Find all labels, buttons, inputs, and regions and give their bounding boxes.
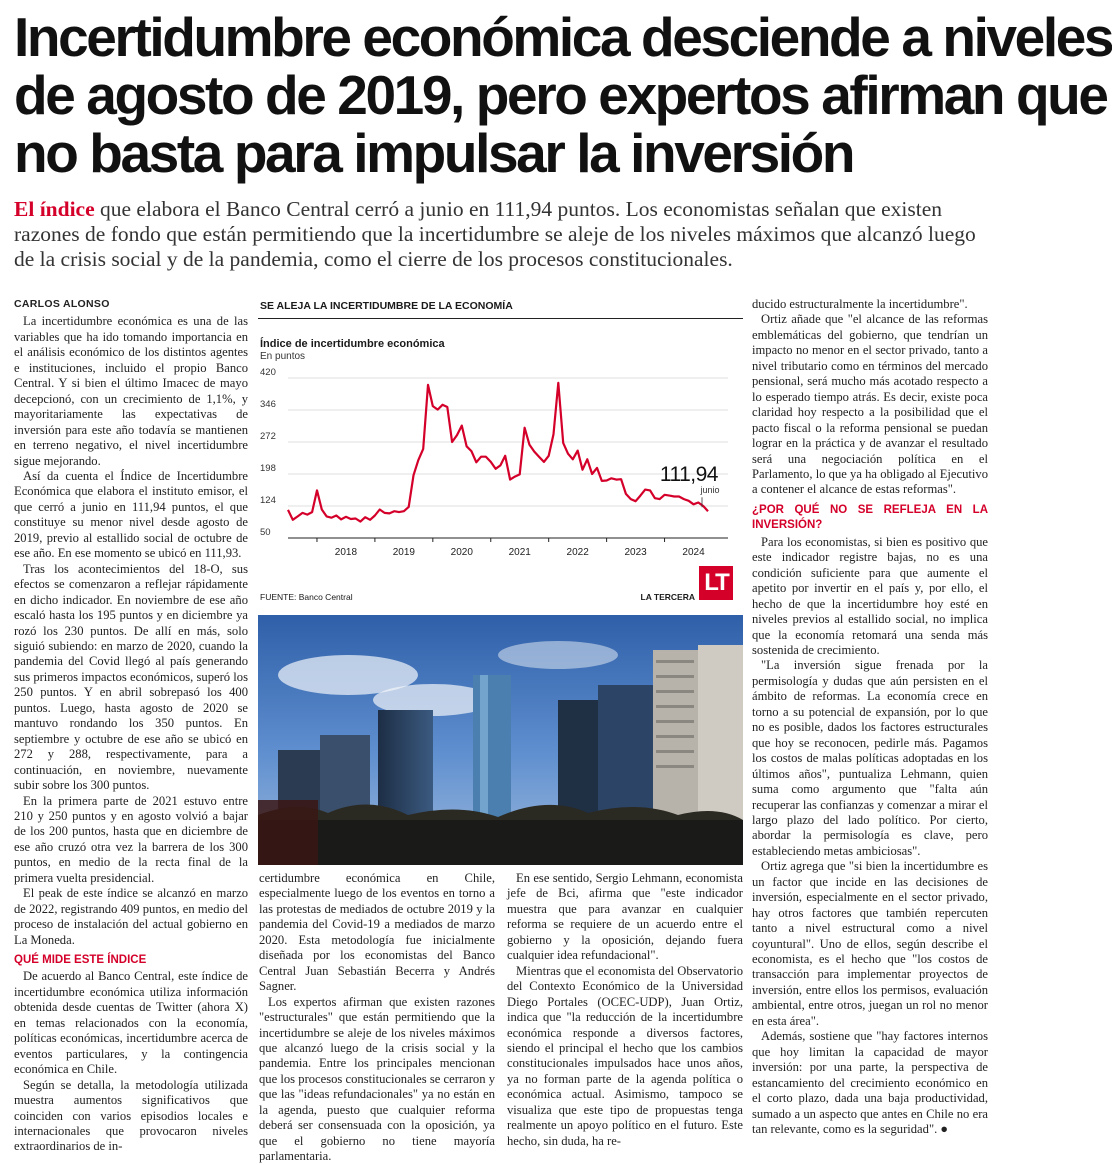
paragraph: Ortiz agrega que "si bien la incertidumbre es un factor que incide en las decisiones de inversión, especialmente en el sector privado, hay otros factores que también repercuten tanto a nivel estructural como a nivel coyuntural". Uno de ellos, según describe el economista, es el hecho que "los costos de transacción para implementar proyectos de inversión, entre ellos los permisos, evaluación ambiental, entre otros, juegan un rol no menor en esta área". — [752, 859, 988, 1028]
last-value-label: 111,94 — [659, 463, 718, 487]
paragraph: La incertidumbre económica es una de las variables que ha ido tomando importancia en el análisis económico de los distintos agentes e instituciones, incluido el propio Banco Central. Y si bien el último Imacec de mayo decepcionó, con un crecimiento de 1,1%, y mayoritariamente las expectativas de inversión para este año todavía se mantienen en terreno negativo, el nivel incertidumbre sigue mejorando. — [14, 314, 248, 468]
x-tick-label: 2020 — [450, 547, 473, 558]
y-tick-label: 272 — [260, 431, 276, 442]
x-tick-label: 2018 — [334, 547, 358, 558]
lead-text: que elabora el Banco Central cerró a junio en 111,94 puntos. Los economistas señalan que existen razones de fondo que están permitiendo que la incertidumbre se aleje de los niveles máximos que alcanzó luego de la crisis social y de la pandemia, como el cierre de los procesos constitucionales. — [14, 197, 976, 271]
article-column-4 — [752, 297, 988, 1137]
article-column-2 — [259, 871, 495, 1165]
chart-unit: En puntos — [260, 351, 306, 362]
paragraph: Para los economistas, si bien es positivo que este indicador registre bajas, no es una condición suficiente para que aumente el apetito por invertir en el país y, por ello, el hecho de que la incertidumbre hoy esté en niveles previos al estallido social, no implica que la economía retomará una senda más sostenida de crecimiento. — [752, 534, 988, 657]
chart-title: Índice de incertidumbre económica — [260, 338, 445, 350]
paragraph: Los expertos afirman que existen razones "estructurales" que están permitiendo que la incertidumbre se aleje de los niveles máximos que alcanzó luego de la crisis social y la pandemia. Entre los principales mencionan que los procesos constitucionales se cerraron y que las "ideas refundacionales" ya no están en la agenda, puesto que cualquier reforma deberá ser consensuada con la oposición, ya que el gobierno no tiene mayoría parlamentaria. — [259, 994, 495, 1164]
paragraph: En la primera parte de 2021 estuvo entre 210 y 250 puntos y en agosto volvió a bajar de los 200 puntos, hasta que en diciembre de ese año cruzó otra vez la barrera de los 300 puntos, en medio de la recta final de la primera vuelta presidencial. — [14, 793, 248, 885]
paragraph: certidumbre económica en Chile, especialmente luego de los eventos en torno a las protestas de mediados de octubre 2019 y la pandemia del Covid-19 a mediados de marzo 2020. Esta metodología fue inicialmente diseñada por los economistas del Banco Central Juan Sebastián Becerra y Andrés Sagner. — [259, 871, 495, 994]
paragraph: En ese sentido, Sergio Lehmann, economista jefe de Bci, afirma que "este indicador muestra que para avanzar en cualquier reforma se requiere de un acuerdo entre el gobierno y la oposición, dejando fuera cualquier idea refundacional". — [507, 871, 743, 963]
paragraph — [752, 1029, 988, 1137]
chart-kicker: SE ALEJA LA INCERTIDUMBRE DE LA ECONOMÍA — [258, 298, 743, 319]
end-mark: ● — [940, 1122, 948, 1137]
headline-line: Incertidumbre económica desciende a niveles — [14, 6, 1112, 68]
paragraph: Así da cuenta el Índice de Incertidumbre Económica que elabora el instituto emisor, el que cerró a junio en 111,94 puntos, el que constituye su menor nivel desde agosto de 2019, previo al estallido social de octubre de ese año. En ese momento se ubicó en 111,93. — [14, 468, 248, 561]
paragraph: "La inversión sigue frenada por la permisología y dudas que aún persisten en el ámbito de reformas. La economía crece en torno a su potencial de expansión, por lo que no es posible, dados los factores estructurales que hoy se reconocen, pedirle más. Pagamos los costos de malas políticas adoptadas en los últimos años", puntualiza Lehmann, quien suma como argumento que "falta aún recuperar las confianzas y comenzar a mirar el largo plazo del lado político. Por cierto, abordar la permisología es clave, pero estableciendo metas ambiciosas". — [752, 658, 988, 858]
paragraph-text: Además, sostiene que "hay factores internos que hoy limitan la capacidad de mayor inversión: por una parte, la perspectiva de estancamiento del crecimiento económico en el corto plazo, dada una baja productividad, sumado a un aspecto que antes en Chile no era tan relevante, como es la seguridad". — [752, 1029, 988, 1137]
la-tercera-logo: LT — [699, 566, 733, 600]
y-tick-label: 346 — [260, 399, 276, 410]
headline-line: de agosto de 2019, pero expertos afirman que — [14, 64, 1107, 126]
byline: CARLOS ALONSO — [14, 298, 110, 310]
city-skyline-photo — [258, 615, 743, 865]
x-tick-label: 2019 — [392, 547, 415, 558]
lead-kicker: El índice — [14, 197, 95, 221]
last-period-label: junio — [700, 485, 720, 496]
article-column-3 — [507, 871, 743, 1149]
y-tick-label: 198 — [260, 463, 276, 474]
series-line — [288, 383, 708, 522]
paragraph: Mientras que el economista del Observatorio del Contexto Económico de la Universidad Diego Portales (OCEC-UDP), Juan Ortiz, indica que "la reducción de la incertidumbre económica responde a diversos factores, siendo el principal el hecho que los cambios constitucionales impulsados hace unos años, ya no forman parte de la agenda política o económica actual. Asimismo, tampoco se visualiza que este tipo de propuestas tenga realmente un apoyo político en el futuro. Este hecho, sin duda, ha re- — [507, 963, 743, 1148]
section-subhead: ¿POR QUÉ NO SE REFLEJA EN LA INVERSIÓN? — [752, 503, 988, 532]
paragraph: De acuerdo al Banco Central, este índice de incertidumbre económica utiliza información obtenida desde cuentas de Twitter (ahora X) en temas relacionados con la economía, políticas económicas, incertidumbre acerca de eventos particulares, y la contingencia económica en Chile. — [14, 969, 248, 1077]
headline — [14, 6, 1112, 184]
x-tick-label: 2024 — [682, 547, 705, 558]
chart-box — [258, 298, 743, 608]
x-tick-label: 2022 — [566, 547, 589, 558]
line-chart — [258, 364, 743, 564]
paragraph: Ortiz añade que "el alcance de las reformas emblemáticas del gobierno, que tendrían un impacto no menor en el sector privado, tanto a nivel tributario como en términos del mercado pensional, será mucho más acotado respecto a lo esperado tiempo atrás. Es decir, existe poca claridad hoy respecto a la posibilidad que el pacto fiscal o la reforma pensional se puedan lograr en la práctica y de avanzar el resultado será una negociación política en el Parlamento, lo que ya ha obligado al Ejecutivo a contener el alcance de estas reformas". — [752, 312, 988, 497]
y-tick-label: 420 — [260, 367, 276, 378]
headline-line: no basta para impulsar la inversión — [14, 122, 854, 184]
skyline-image — [258, 615, 743, 865]
paragraph: ducido estructuralmente la incertidumbre". — [752, 297, 968, 311]
paragraph: Tras los acontecimientos del 18-O, sus efectos se comenzaron a reflejar rápidamente en dicho indicador. En noviembre de ese año escaló hasta los 195 puntos y en diciembre ya rozó los 230 puntos. De allí en más, solo siguió subiendo: en marzo de 2020, cuando la pandemia del Covid llegó al país generando sus primeros impactos económicos, superó los 250 puntos. Y en abril sobrepasó los 400 puntos. Luego, hasta agosto de 2020 se mantuvo rondando los 350 puntos. En septiembre y octubre de ese año se ubicó en 272 y 288, respectivamente, para a continuación, en noviembre, nuevamente subir sobre los 300 puntos. — [14, 561, 248, 793]
y-tick-label: 124 — [260, 495, 276, 506]
paragraph: Según se detalla, la metodología utilizada muestra aumentos significativos que coinciden con varios episodios locales e internacionales que provocaron niveles extraordinarios de in- — [14, 1077, 248, 1154]
article-column-1 — [14, 297, 248, 1155]
y-tick-label: 50 — [260, 527, 271, 538]
section-subhead: QUÉ MIDE ESTE ÍNDICE — [14, 954, 147, 967]
chart-brand: LA TERCERA — [640, 592, 695, 602]
x-tick-label: 2023 — [624, 547, 647, 558]
paragraph: El peak de este índice se alcanzó en marzo de 2022, registrando 409 puntos, en medio del proceso de instalación del actual gobierno en La Moneda. — [14, 886, 248, 947]
x-tick-label: 2021 — [508, 547, 531, 558]
lead-paragraph — [14, 197, 989, 272]
chart-source: FUENTE: Banco Central — [260, 592, 353, 602]
